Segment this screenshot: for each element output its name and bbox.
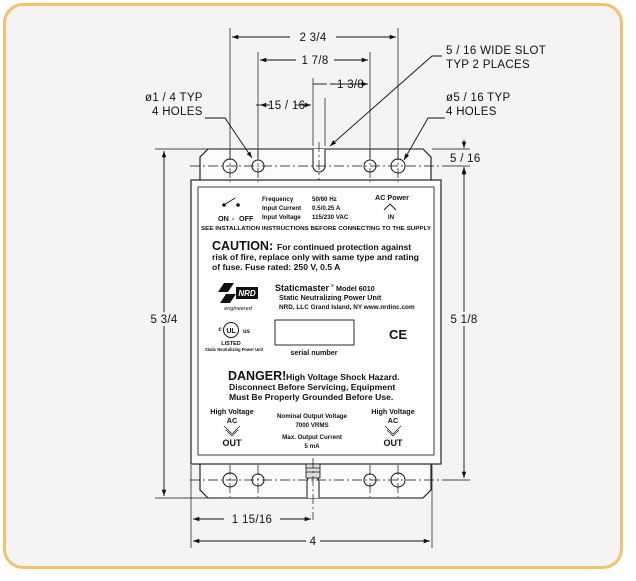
ac-power-in: IN	[387, 214, 395, 221]
logo-tagline: engineered	[224, 306, 252, 312]
dim-right-height: 5 1/8	[450, 314, 478, 326]
danger-title: DANGER!	[228, 369, 287, 383]
input-current-value: 0.5/0.25 A	[312, 205, 341, 212]
top-dimensions	[230, 28, 398, 158]
large-holes-note-1: ø5 / 16 TYP	[446, 92, 511, 104]
product-desc: Static Neutralizing Power Unit	[279, 293, 382, 302]
frequency-label: Frequency	[262, 196, 294, 203]
product-name: Staticmaster	[275, 283, 330, 293]
svg-text:-: -	[232, 214, 235, 223]
caution-text-2: risk of fire, replace only with same type and rating	[212, 252, 419, 262]
product-model: Model 6010	[336, 284, 375, 293]
input-current-label: Input Current	[262, 205, 302, 212]
switch-off-label: OFF	[239, 214, 254, 223]
dim-left-height: 5 3/4	[150, 314, 178, 326]
dim-overall-width-top: 2 3/4	[299, 32, 327, 44]
max-line1: Max. Output Current	[282, 434, 342, 441]
dim-bottom-offset: 1 15/16	[231, 514, 273, 526]
ul-desc: Static Neutralizing Power Unit	[205, 347, 264, 352]
ul-listed: LISTED	[221, 341, 241, 347]
small-holes-note-1: ø1 / 4 TYP	[145, 92, 203, 104]
input-voltage-label: Input Voltage	[262, 214, 301, 221]
hv-right-out: OUT	[383, 438, 403, 448]
hv-left-line1: High Voltage	[210, 407, 254, 416]
company-line: NRD, LLC Grand Island, NY www.nrdinc.com	[279, 304, 415, 311]
install-note: SEE INSTALLATION INSTRUCTIONS BEFORE CONNECTING TO THE SUPPLY	[201, 226, 432, 232]
small-holes-note-2: 4 HOLES	[152, 106, 203, 118]
ul-mark-text: UL	[226, 328, 236, 335]
hv-right-line1: High Voltage	[371, 407, 415, 416]
dim-top-offset: 5 / 16	[450, 153, 481, 165]
slot-note-2: TYP 2 PLACES	[446, 59, 530, 71]
slot-note-1: 5 / 16 WIDE SLOT	[446, 45, 547, 57]
caution-title: CAUTION:	[212, 239, 274, 253]
dim-slot-offset: 1 3/8	[337, 79, 365, 91]
ul-us: us	[243, 329, 251, 335]
switch-on-label: ON	[218, 214, 229, 223]
ul-c: c	[218, 327, 222, 333]
serial-label: serial number	[290, 348, 338, 357]
svg-text:®: ®	[331, 283, 334, 288]
danger-text-1: High Voltage Shock Hazard.	[286, 372, 400, 382]
ce-mark: CE	[388, 327, 408, 342]
danger-text-2: Disconnect Before Servicing, Equipment	[229, 382, 396, 392]
dim-slot-to-hole: 15 / 16	[268, 100, 306, 112]
danger-text-3: Must Be Properly Grounded Before Use.	[229, 392, 394, 402]
logo-text: NRD	[238, 289, 256, 298]
hv-left-out: OUT	[222, 438, 242, 448]
input-voltage-value: 115/230 VAC	[312, 214, 349, 221]
frequency-value: 50/60 Hz	[312, 196, 337, 203]
max-line2: 5 mA	[304, 443, 320, 450]
caution-text-1: For continued protection against	[277, 242, 412, 252]
large-holes-note-2: 4 HOLES	[446, 106, 497, 118]
hv-right-line2: AC	[387, 416, 399, 425]
dim-hole-spacing: 1 7/8	[301, 55, 329, 67]
nominal-line2: 7000 VRMS	[295, 422, 329, 429]
hv-left-line2: AC	[226, 416, 238, 425]
ac-power-label: AC Power	[375, 193, 409, 202]
serial-number-box	[275, 320, 354, 345]
caution-text-3: of fuse. Fuse rated: 250 V, 0.5 A	[212, 262, 341, 272]
nominal-line1: Nominal Output Voltage	[276, 413, 348, 420]
dim-bottom-width: 4	[309, 536, 317, 548]
slot-leader	[330, 56, 442, 146]
